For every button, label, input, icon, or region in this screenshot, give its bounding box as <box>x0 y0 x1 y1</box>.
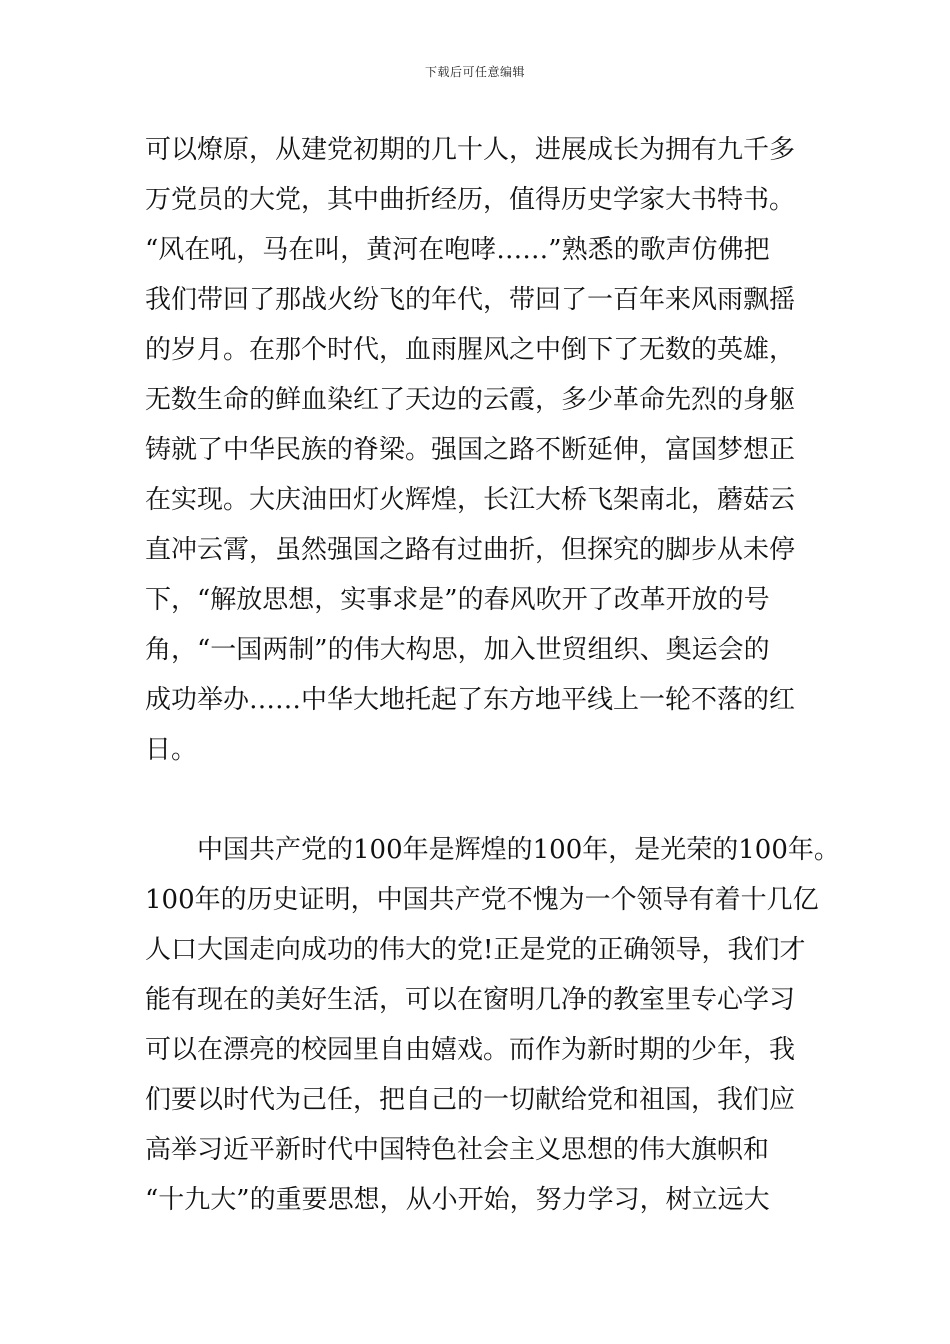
text-line: 铸就了中华民族的脊梁。强国之路不断延伸，富国梦想正 <box>145 435 796 465</box>
text-line: 可以在漂亮的校园里自由嬉戏。而作为新时期的少年，我 <box>145 1035 796 1065</box>
text-line: 们要以时代为己任，把自己的一切献给党和祖国，我们应 <box>145 1085 796 1115</box>
text-line: 在实现。大庆油田灯火辉煌，长江大桥飞架南北，蘑菇云 <box>145 485 796 515</box>
text-line: 角，“一国两制”的伟大构思，加入世贸组织、奥运会的 <box>145 635 770 665</box>
text-line: 直冲云霄，虽然强国之路有过曲折，但探究的脚步从未停 <box>145 535 796 565</box>
text-line: “十九大”的重要思想，从小开始，努力学习，树立远大 <box>145 1185 770 1215</box>
text-line: 的岁月。在那个时代，血雨腥风之中倒下了无数的英雄， <box>145 335 796 365</box>
text-line: 日。 <box>145 735 198 765</box>
text-line: 可以燎原，从建党初期的几十人，进展成长为拥有九千多 <box>145 135 796 165</box>
text-line: 无数生命的鲜血染红了天边的云霞，多少革命先烈的身躯 <box>145 385 796 415</box>
text-line: 人口大国走向成功的伟大的党!正是党的正确领导，我们才 <box>145 935 806 965</box>
text-line: 万党员的大党，其中曲折经历，值得历史学家大书特书。 <box>145 185 796 215</box>
text-line: “风在吼，马在叫，黄河在咆哮……”熟悉的歌声仿佛把 <box>145 235 770 265</box>
text-line: 成功举办……中华大地托起了东方地平线上一轮不落的红 <box>145 685 796 715</box>
text-line: 我们带回了那战火纷飞的年代，带回了一百年来风雨飘摇 <box>145 285 796 315</box>
text-line: 中国共产党的100年是辉煌的100年，是光荣的100年。 <box>197 835 840 865</box>
text-line: 能有现在的美好生活，可以在窗明几净的教室里专心学习 <box>145 985 796 1015</box>
page-header: 下载后可任意编辑 <box>424 65 525 79</box>
text-line: 高举习近平新时代中国特色社会主义思想的伟大旗帜和 <box>145 1135 770 1165</box>
text-line: 下，“解放思想，实事求是”的春风吹开了改革开放的号 <box>145 585 770 615</box>
text-line: 100年的历史证明，中国共产党不愧为一个领导有着十几亿 <box>145 885 819 915</box>
